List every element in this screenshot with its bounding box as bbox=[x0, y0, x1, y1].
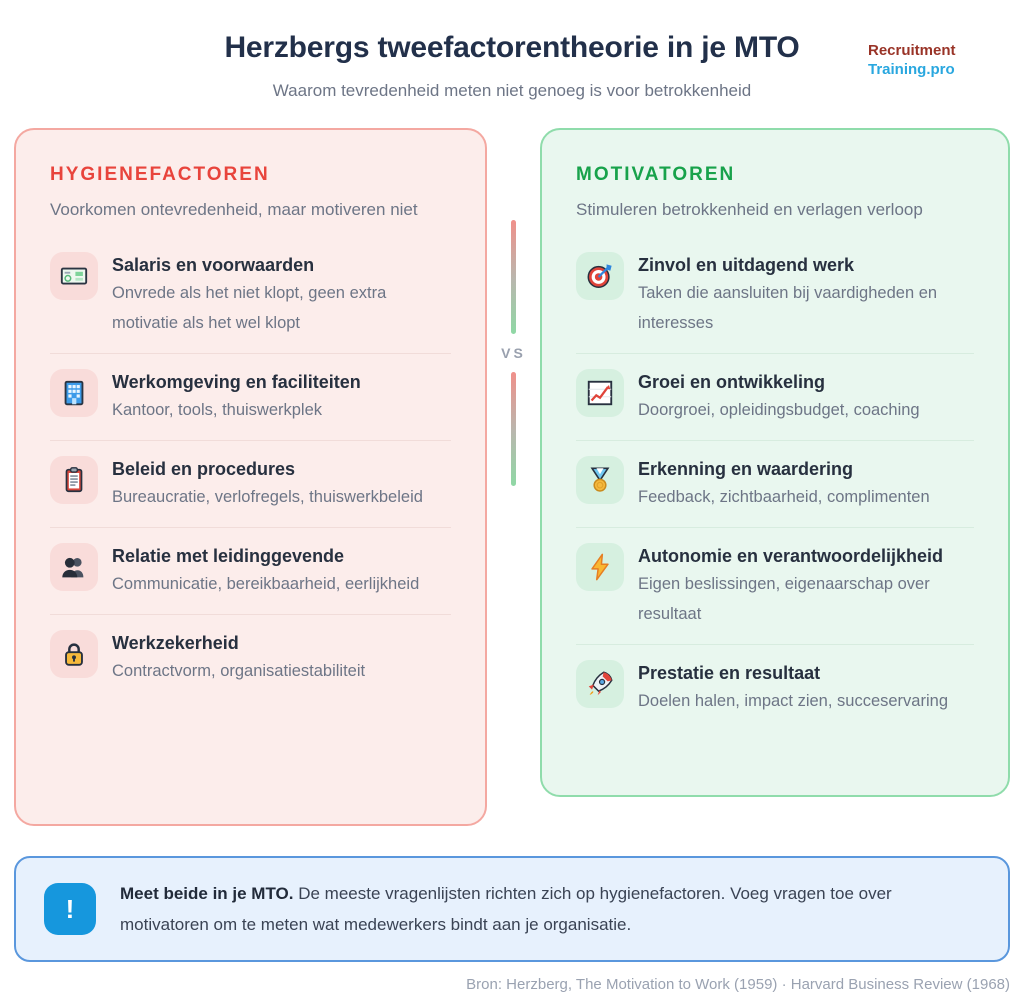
icon-tile bbox=[576, 660, 624, 708]
item-desc: Feedback, zichtbaarheid, complimenten bbox=[638, 488, 930, 506]
banknote-icon bbox=[59, 261, 89, 291]
hygiene-subtitle: Voorkomen ontevredenheid, maar motiveren niet bbox=[50, 200, 418, 219]
list-item bbox=[50, 353, 451, 440]
item-title: Relatie met leidinggevende bbox=[112, 546, 345, 566]
item-desc: Onvrede als het niet klopt, geen extra motivatie als het wel klopt bbox=[112, 284, 387, 332]
gradient-bar-top bbox=[511, 220, 516, 334]
motivators-heading: MOTIVATOREN bbox=[576, 164, 736, 185]
clipboard-icon bbox=[59, 465, 89, 495]
page-subtitle: Waarom tevredenheid meten niet genoeg is voor betrokkenheid bbox=[272, 81, 752, 100]
list-item bbox=[576, 440, 974, 527]
gradient-bar-bottom bbox=[511, 372, 516, 486]
office-building-icon bbox=[59, 378, 89, 408]
callout-text bbox=[120, 878, 980, 940]
item-title: Autonomie en verantwoordelijkheid bbox=[638, 546, 944, 566]
icon-tile bbox=[50, 543, 98, 591]
icon-tile bbox=[576, 252, 624, 300]
callout-body: De meeste vragenlijsten richten zich op hygienefactoren. Voeg vragen toe over motivatoren om te meten wat medewerkers bindt aan je organisatie. bbox=[120, 884, 892, 934]
motivators-subtitle: Stimuleren betrokkenheid en verlagen verloop bbox=[576, 200, 923, 219]
lightning-icon bbox=[585, 552, 615, 582]
icon-tile bbox=[50, 456, 98, 504]
growth-chart-icon bbox=[585, 378, 615, 408]
item-title: Werkomgeving en faciliteiten bbox=[112, 372, 361, 392]
item-desc: Bureaucratie, verlofregels, thuiswerkbeleid bbox=[112, 488, 423, 506]
logo-line1: Recruitment bbox=[868, 42, 956, 59]
icon-tile bbox=[576, 369, 624, 417]
page-title: Herzbergs tweefactorentheorie in je MTO bbox=[224, 31, 800, 64]
tip-callout bbox=[14, 856, 1010, 962]
vs-label: VS bbox=[501, 345, 526, 361]
hygiene-factors-panel bbox=[14, 128, 487, 826]
item-title: Werkzekerheid bbox=[112, 633, 239, 653]
motivators-items bbox=[576, 237, 974, 731]
hygiene-items bbox=[50, 237, 451, 701]
list-item bbox=[50, 440, 451, 527]
item-title: Groei en ontwikkeling bbox=[638, 372, 826, 392]
icon-tile bbox=[576, 543, 624, 591]
item-title: Prestatie en resultaat bbox=[638, 663, 821, 683]
list-item bbox=[50, 527, 451, 614]
item-title: Salaris en voorwaarden bbox=[112, 255, 315, 275]
item-title: Zinvol en uitdagend werk bbox=[638, 255, 855, 275]
recruitmenttraining-logo bbox=[868, 41, 998, 79]
icon-tile bbox=[50, 252, 98, 300]
item-desc: Contractvorm, organisatiestabiliteit bbox=[112, 662, 366, 680]
icon-tile bbox=[576, 456, 624, 504]
item-desc: Kantoor, tools, thuiswerkplek bbox=[112, 401, 323, 419]
logo-line2: Training.pro bbox=[868, 61, 955, 78]
lock-icon bbox=[59, 639, 89, 669]
source-attribution: Bron: Herzberg, The Motivation to Work (1959) · Harvard Business Review (1968) bbox=[466, 976, 1010, 993]
item-desc: Taken die aansluiten bij vaardigheden en interesses bbox=[638, 284, 938, 332]
medal-icon bbox=[585, 465, 615, 495]
exclamation-glyph: ! bbox=[65, 893, 75, 924]
rocket-icon bbox=[585, 669, 615, 699]
item-desc: Doelen halen, impact zien, succeservaring bbox=[638, 692, 948, 710]
list-item bbox=[50, 614, 451, 701]
list-item bbox=[576, 237, 974, 353]
item-title: Erkenning en waardering bbox=[638, 459, 854, 479]
list-item bbox=[576, 644, 974, 731]
people-icon bbox=[59, 552, 89, 582]
motivators-panel bbox=[540, 128, 1010, 797]
list-item bbox=[576, 527, 974, 644]
item-title: Beleid en procedures bbox=[112, 459, 296, 479]
exclamation-icon bbox=[44, 883, 96, 935]
icon-tile bbox=[50, 630, 98, 678]
list-item bbox=[576, 353, 974, 440]
list-item bbox=[50, 237, 451, 353]
callout-lead: Meet beide in je MTO. bbox=[120, 884, 294, 903]
hygiene-heading: HYGIENEFACTOREN bbox=[50, 164, 270, 185]
vs-divider bbox=[487, 220, 540, 486]
icon-tile bbox=[50, 369, 98, 417]
item-desc: Doorgroei, opleidingsbudget, coaching bbox=[638, 401, 920, 419]
item-desc: Eigen beslissingen, eigenaarschap over resultaat bbox=[638, 575, 930, 623]
item-desc: Communicatie, bereikbaarheid, eerlijkheid bbox=[112, 575, 420, 593]
target-icon bbox=[585, 261, 615, 291]
